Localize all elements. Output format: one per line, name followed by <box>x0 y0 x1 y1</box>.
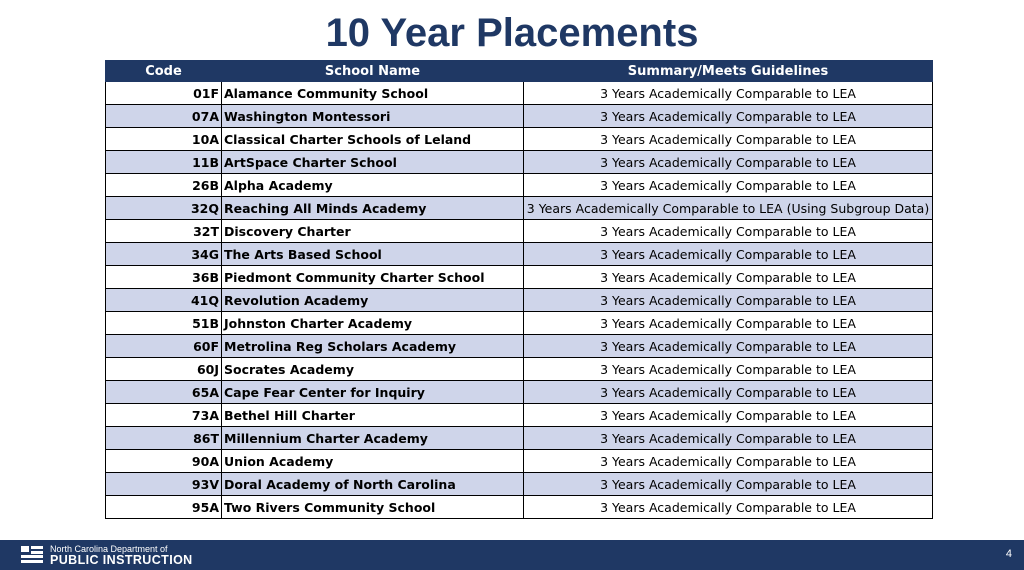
summary-cell: 3 Years Academically Comparable to LEA <box>524 473 933 496</box>
school-name-cell: Piedmont Community Charter School <box>222 266 524 289</box>
school-name-cell: Bethel Hill Charter <box>222 404 524 427</box>
summary-cell: 3 Years Academically Comparable to LEA <box>524 151 933 174</box>
school-code-cell: 93V <box>106 473 222 496</box>
school-code-cell: 01F <box>106 82 222 105</box>
summary-cell: 3 Years Academically Comparable to LEA <box>524 335 933 358</box>
table-row <box>106 404 933 427</box>
school-name-cell: The Arts Based School <box>222 243 524 266</box>
school-code-cell: 10A <box>106 128 222 151</box>
table-row <box>106 151 933 174</box>
column-header-school-name: School Name <box>222 61 524 82</box>
school-code-cell: 65A <box>106 381 222 404</box>
school-name-cell: Millennium Charter Academy <box>222 427 524 450</box>
summary-cell: 3 Years Academically Comparable to LEA <box>524 404 933 427</box>
slide-title: 10 Year Placements <box>325 11 699 55</box>
table-row <box>106 335 933 358</box>
summary-cell: 3 Years Academically Comparable to LEA <box>524 220 933 243</box>
school-code-cell: 86T <box>106 427 222 450</box>
school-name-cell: Doral Academy of North Carolina <box>222 473 524 496</box>
placements-table <box>105 60 933 519</box>
school-name-cell: ArtSpace Charter School <box>222 151 524 174</box>
school-name-cell: Metrolina Reg Scholars Academy <box>222 335 524 358</box>
school-code-cell: 34G <box>106 243 222 266</box>
table-row <box>106 105 933 128</box>
school-name-cell: Discovery Charter <box>222 220 524 243</box>
school-name-cell: Socrates Academy <box>222 358 524 381</box>
table-row <box>106 82 933 105</box>
school-code-cell: 36B <box>106 266 222 289</box>
table-row <box>106 174 933 197</box>
table-row <box>106 473 933 496</box>
page-number: 4 <box>1005 548 1012 560</box>
table-row <box>106 289 933 312</box>
table-row <box>106 312 933 335</box>
school-code-cell: 07A <box>106 105 222 128</box>
table-header-row <box>106 61 933 82</box>
school-name-cell: Union Academy <box>222 450 524 473</box>
summary-cell: 3 Years Academically Comparable to LEA <box>524 289 933 312</box>
school-code-cell: 41Q <box>106 289 222 312</box>
summary-cell: 3 Years Academically Comparable to LEA <box>524 358 933 381</box>
summary-cell: 3 Years Academically Comparable to LEA (Using Subgroup Data) <box>524 197 933 220</box>
school-code-cell: 90A <box>106 450 222 473</box>
school-code-cell: 11B <box>106 151 222 174</box>
school-code-cell: 51B <box>106 312 222 335</box>
column-header-code: Code <box>106 61 222 82</box>
school-name-cell: Cape Fear Center for Inquiry <box>222 381 524 404</box>
school-name-cell: Alamance Community School <box>222 82 524 105</box>
table-row <box>106 243 933 266</box>
summary-cell: 3 Years Academically Comparable to LEA <box>524 312 933 335</box>
school-name-cell: Washington Montessori <box>222 105 524 128</box>
school-code-cell: 95A <box>106 496 222 519</box>
summary-cell: 3 Years Academically Comparable to LEA <box>524 381 933 404</box>
school-name-cell: Classical Charter Schools of Leland <box>222 128 524 151</box>
summary-cell: 3 Years Academically Comparable to LEA <box>524 496 933 519</box>
summary-cell: 3 Years Academically Comparable to LEA <box>524 243 933 266</box>
school-code-cell: 60J <box>106 358 222 381</box>
school-code-cell: 26B <box>106 174 222 197</box>
summary-cell: 3 Years Academically Comparable to LEA <box>524 105 933 128</box>
table-row <box>106 427 933 450</box>
school-name-cell: Reaching All Minds Academy <box>222 197 524 220</box>
school-code-cell: 60F <box>106 335 222 358</box>
summary-cell: 3 Years Academically Comparable to LEA <box>524 174 933 197</box>
table-row <box>106 381 933 404</box>
school-name-cell: Johnston Charter Academy <box>222 312 524 335</box>
school-name-cell: Revolution Academy <box>222 289 524 312</box>
summary-cell: 3 Years Academically Comparable to LEA <box>524 427 933 450</box>
school-code-cell: 32T <box>106 220 222 243</box>
nc-map-icon <box>20 544 44 564</box>
table-row <box>106 358 933 381</box>
footer-bar <box>0 540 1024 570</box>
summary-cell: 3 Years Academically Comparable to LEA <box>524 266 933 289</box>
org-name-line1: North Carolina Department of <box>50 544 168 554</box>
table-row <box>106 450 933 473</box>
table-row <box>106 266 933 289</box>
table-row <box>106 197 933 220</box>
org-name-line2: PUBLIC INSTRUCTION <box>50 553 193 567</box>
school-name-cell: Two Rivers Community School <box>222 496 524 519</box>
summary-cell: 3 Years Academically Comparable to LEA <box>524 450 933 473</box>
table-body <box>106 82 933 519</box>
table-row <box>106 128 933 151</box>
school-name-cell: Alpha Academy <box>222 174 524 197</box>
school-code-cell: 32Q <box>106 197 222 220</box>
summary-cell: 3 Years Academically Comparable to LEA <box>524 82 933 105</box>
summary-cell: 3 Years Academically Comparable to LEA <box>524 128 933 151</box>
table-row <box>106 220 933 243</box>
school-code-cell: 73A <box>106 404 222 427</box>
column-header-summary: Summary/Meets Guidelines <box>524 61 933 82</box>
table-row <box>106 496 933 519</box>
